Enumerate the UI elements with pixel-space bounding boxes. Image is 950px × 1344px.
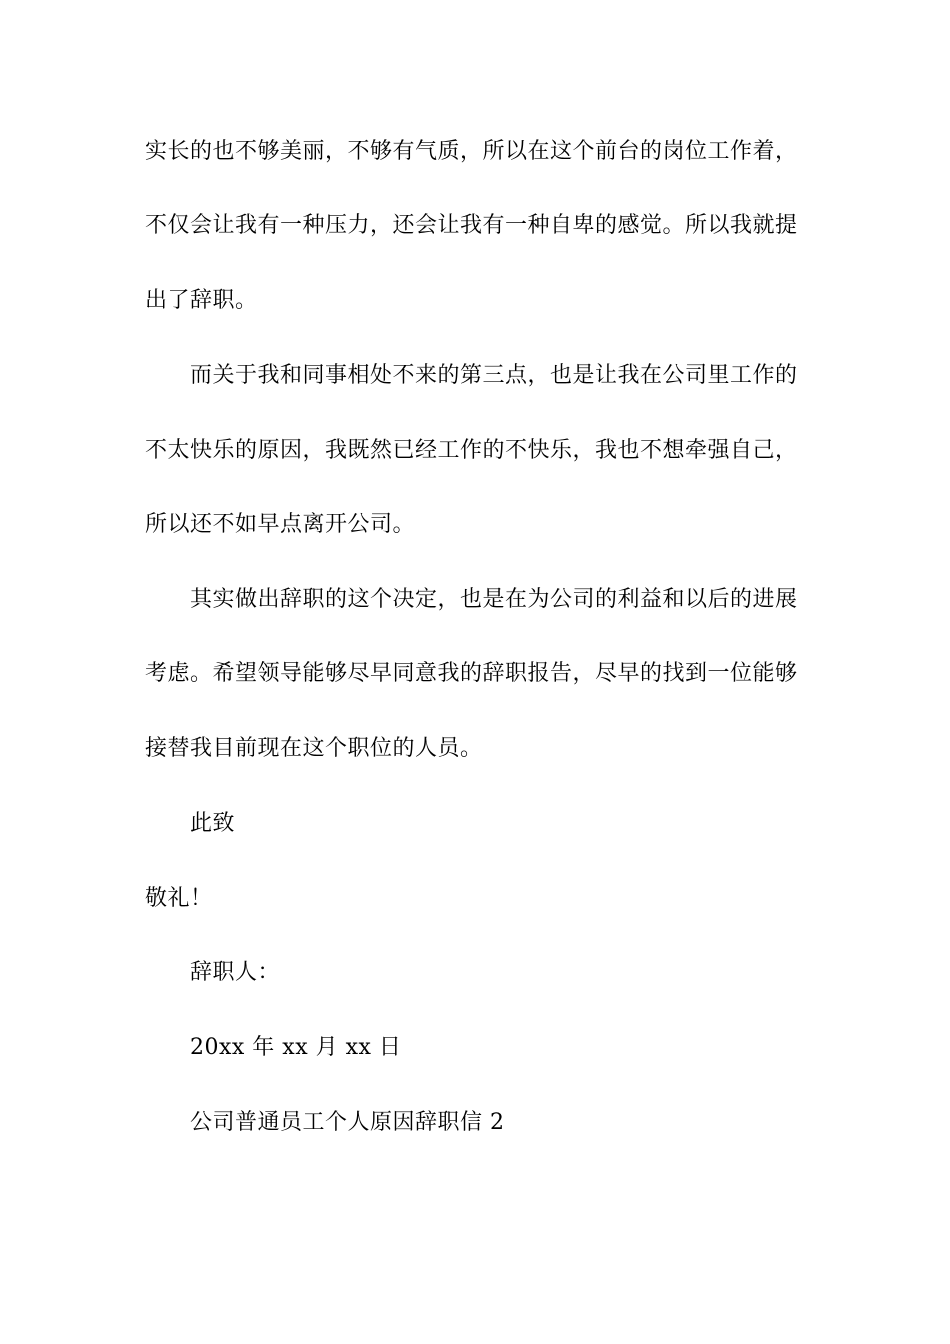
signature-label: 辞职人： <box>190 960 281 985</box>
date-line: 20xx 年 xx 月 xx 日 <box>190 1035 402 1060</box>
body-text-line: 出了辞职。 <box>145 288 258 313</box>
body-text-line: 接替我目前现在这个职位的人员。 <box>145 736 483 761</box>
closing-salutation: 此致 <box>190 811 236 836</box>
section-title: 公司普通员工个人原因辞职信 2 <box>190 1110 505 1135</box>
paragraph-first-line: 而关于我和同事相处不来的第三点，也是让我在公司里工作的 <box>190 363 798 388</box>
closing-regards: 敬礼！ <box>145 886 213 911</box>
body-text-line: 考虑。希望领导能够尽早同意我的辞职报告，尽早的找到一位能够 <box>145 661 798 686</box>
body-text-line: 不太快乐的原因，我既然已经工作的不快乐，我也不想牵强自己， <box>145 438 798 463</box>
body-text-line: 不仅会让我有一种压力，还会让我有一种自卑的感觉。所以我就提 <box>145 213 798 238</box>
body-text-line: 实长的也不够美丽，不够有气质，所以在这个前台的岗位工作着， <box>145 139 798 164</box>
body-text-line: 所以还不如早点离开公司。 <box>145 512 416 537</box>
paragraph-first-line: 其实做出辞职的这个决定，也是在为公司的利益和以后的进展 <box>190 587 798 612</box>
